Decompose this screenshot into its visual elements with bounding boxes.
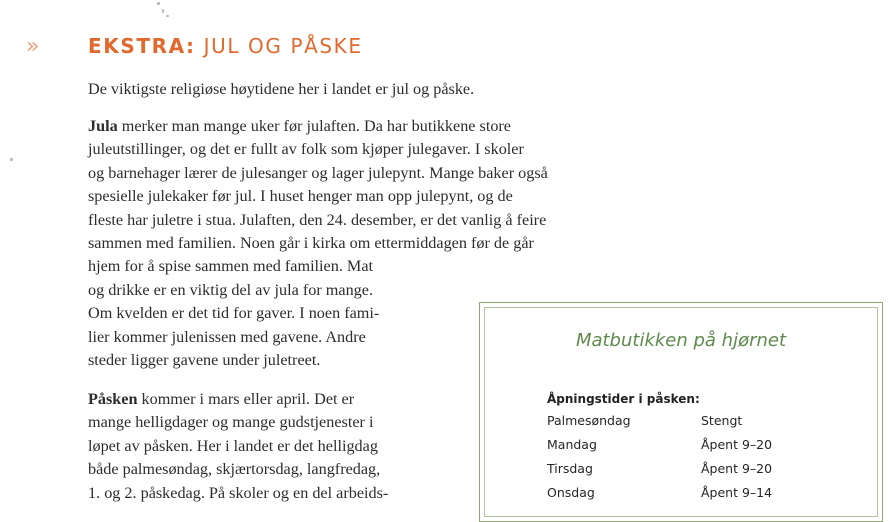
jul-line-1-rest: merker man mange uker før julaften. Da har butikkene store [117, 117, 511, 135]
pask-paragraph [88, 388, 388, 505]
intro-paragraph [88, 78, 474, 101]
jul-line: Om kvelden er det tid for gaver. I noen fami- [88, 304, 380, 323]
scan-speck [157, 2, 160, 5]
jul-line: sammen med familien. Noen går i kirka om ettermiddagen før de går [88, 233, 534, 252]
hours-day: Palmesøndag [547, 413, 631, 428]
pask-line-1 [88, 388, 388, 411]
scan-speck [162, 9, 164, 13]
jul-line: juleutstillinger, og det er fullt av folk som kjøper julegaver. I skoler [88, 140, 524, 159]
hours-heading: Åpningstider i påsken: [547, 392, 700, 406]
intro-line: De viktigste religiøse høytidene her i landet er jul og påske. [88, 80, 475, 98]
hours-row [547, 485, 847, 509]
store-hours-box-inner [484, 307, 878, 517]
pask-line: 1. og 2. påskedag. På skoler og en del arbeids- [88, 483, 389, 502]
double-chevron-icon: » [26, 33, 34, 59]
scan-speck [166, 15, 169, 17]
jul-line-1 [88, 115, 548, 138]
section-heading [26, 30, 363, 62]
hours-row [547, 437, 847, 461]
jul-line: spesielle julekaker før jul. I huset henger man opp julepynt, og de [88, 187, 513, 206]
store-name: Matbutikken på hjørnet [575, 330, 787, 351]
jul-line: steder ligger gavene under juletreet. [88, 350, 321, 369]
scan-speck [10, 158, 13, 161]
jul-line: hjem for å spise sammen med familien. Mat [88, 257, 374, 276]
jul-line: og drikke er en viktig del av jula for mange. [88, 280, 373, 299]
hours-row [547, 413, 847, 437]
jul-line: lier kommer julenissen med gavene. Andre [88, 327, 366, 346]
section-title [88, 34, 363, 58]
hours-day: Onsdag [547, 485, 595, 500]
title-prefix: EKSTRA: [88, 34, 196, 58]
pask-line-1-rest: kommer i mars eller april. Det er [137, 390, 355, 408]
pask-line: både palmesøndag, skjærtorsdag, langfredag, [88, 460, 381, 479]
pask-lead-word: Påsken [88, 390, 138, 408]
pask-line: løpet av påsken. Her i landet er det helligdag [88, 436, 378, 455]
jul-line: og barnehager lærer de julesanger og lager julepynt. Mange baker også [88, 163, 548, 182]
store-hours-box [479, 302, 883, 522]
pask-line: mange helligdager og mange gudstjenester i [88, 413, 374, 432]
hours-day: Tirsdag [547, 461, 593, 476]
jul-lead-word: Jula [88, 117, 118, 135]
hours-time: Åpent 9–14 [701, 485, 773, 500]
hours-day: Mandag [547, 437, 597, 452]
jul-line: fleste har juletre i stua. Julaften, den 24. desember, er det vanlig å feire [88, 210, 547, 229]
hours-time: Åpent 9–20 [701, 461, 773, 476]
hours-row [547, 461, 847, 485]
hours-time: Åpent 9–20 [701, 437, 773, 452]
hours-time: Stengt [701, 413, 743, 428]
title-text: JUL OG PÅSKE [195, 34, 363, 58]
